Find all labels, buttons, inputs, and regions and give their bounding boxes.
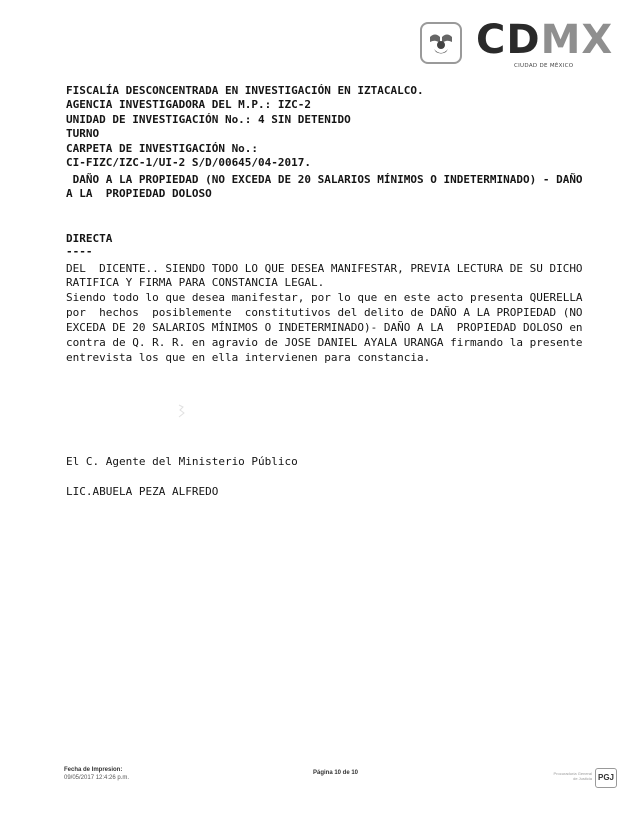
header-line-agencia: AGENCIA INVESTIGADORA DEL M.P.: IZC-2 <box>66 98 312 111</box>
body-line: contra de Q. R. R. en agravio de JOSE DANIEL AYALA URANGA firmando la presente <box>66 336 583 349</box>
page-number: Página 10 de 10 <box>313 770 359 776</box>
body-line: Siendo todo lo que desea manifestar, por lo que en este acto presenta QUERELLA <box>66 291 583 304</box>
header-line-unidad: UNIDAD DE INVESTIGACIÓN No.: 4 SIN DETENIDO <box>66 113 351 126</box>
body-line: EXCEDA DE 20 SALARIOS MÍNIMOS O INDETERMINADO)- DAÑO A LA PROPIEDAD DOLOSO en <box>66 321 583 334</box>
brand-mx-text: MX <box>540 17 614 63</box>
header-line-delito: DAÑO A LA PROPIEDAD (NO EXCEDA DE 20 SALARIOS MÍNIMOS O INDETERMINADO) - DAÑO <box>66 173 583 186</box>
footer-org-text: Procuraduría General de Justicia <box>553 771 592 781</box>
directa-heading: DIRECTA <box>66 232 113 245</box>
brand-cd-text: CD <box>476 17 541 63</box>
agent-name: LIC.ABUELA PEZA ALFREDO <box>66 485 219 498</box>
pgj-logo: PGJ <box>595 768 617 788</box>
header-line-carpeta-number: CI-FIZC/IZC-1/UI-2 S/D/00645/04-2017. <box>66 156 312 169</box>
header-line-turno: TURNO <box>66 127 100 140</box>
brand-subtitle: CIUDAD DE MÉXICO <box>514 63 574 69</box>
header-line-fiscalia: FISCALÍA DESCONCENTRADA EN INVESTIGACIÓN EN IZTACALCO. <box>66 84 424 97</box>
scan-speck <box>176 404 186 418</box>
header-line-carpeta: CARPETA DE INVESTIGACIÓN No.: <box>66 142 259 155</box>
print-date-label: Fecha de Impresion: <box>64 767 123 773</box>
body-line: por hechos posiblemente constitutivos del delito de DAÑO A LA PROPIEDAD (NO <box>66 306 583 319</box>
agent-title: El C. Agente del Ministerio Público <box>66 455 298 468</box>
body-line: DEL DICENTE.. SIENDO TODO LO QUE DESEA MANIFESTAR, PREVIA LECTURA DE SU DICHO <box>66 262 583 275</box>
print-date-value: 09/05/2017 12:4:26 p.m. <box>64 775 130 781</box>
directa-dashes: ---- <box>66 245 93 258</box>
body-line: RATIFICA Y FIRMA PARA CONSTANCIA LEGAL. <box>66 276 325 289</box>
brand-logo <box>476 18 622 62</box>
body-line: entrevista los que en ella intervienen para constancia. <box>66 351 431 364</box>
header-line-delito-cont: A LA PROPIEDAD DOLOSO <box>66 187 212 200</box>
cdmx-emblem-icon <box>420 22 462 64</box>
